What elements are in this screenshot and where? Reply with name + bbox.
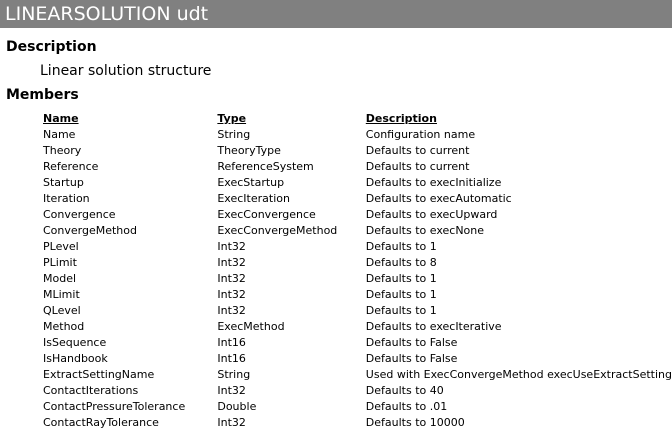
table-row: [43, 415, 672, 431]
member-description: Defaults to execInitialize: [365, 176, 502, 189]
member-name: ExtractSettingName: [43, 368, 155, 381]
table-row: [43, 303, 672, 319]
member-description: Defaults to False: [365, 336, 458, 349]
member-name: IsHandbook: [43, 352, 108, 365]
member-description: Defaults to execNone: [365, 224, 485, 237]
table-row: [43, 239, 672, 255]
member-type: String: [217, 368, 251, 381]
member-name: Reference: [43, 160, 99, 173]
table-row: [43, 127, 672, 143]
description-text: Linear solution structure: [40, 63, 212, 79]
member-type: ExecIteration: [217, 192, 290, 205]
member-name: ConvergeMethod: [43, 224, 137, 237]
table-row: [43, 383, 672, 399]
member-type: ExecMethod: [217, 320, 285, 333]
member-type: Int16: [217, 352, 246, 365]
member-description: Defaults to current: [365, 160, 470, 173]
table-row: [43, 159, 672, 175]
members-header-row: [43, 110, 672, 127]
page-title: LINEARSOLUTION udt: [0, 0, 672, 28]
description-heading: Description: [6, 39, 97, 55]
member-name: MLimit: [43, 288, 80, 301]
member-type: ExecConvergeMethod: [217, 224, 338, 237]
member-description: Defaults to 1: [365, 240, 437, 253]
member-description: Defaults to 8: [365, 256, 437, 269]
table-row: [43, 191, 672, 207]
member-type: Int32: [217, 304, 246, 317]
member-name: Model: [43, 272, 77, 285]
table-row: [43, 223, 672, 239]
table-row: [43, 367, 672, 383]
member-type: Int32: [217, 256, 246, 269]
member-type: Double: [217, 400, 257, 413]
column-header-description: Description: [365, 112, 437, 125]
member-type: Int32: [217, 272, 246, 285]
table-row: [43, 399, 672, 415]
table-row: [43, 335, 672, 351]
members-table-body: [43, 127, 672, 431]
table-row: [43, 287, 672, 303]
member-description: Defaults to 1: [365, 288, 437, 301]
member-description: Defaults to 40: [365, 384, 444, 397]
member-name: Iteration: [43, 192, 90, 205]
member-description: Defaults to 1: [365, 272, 437, 285]
member-description: Defaults to execAutomatic: [365, 192, 512, 205]
member-name: ContactRayTolerance: [43, 416, 159, 429]
member-description: Defaults to current: [365, 144, 470, 157]
member-name: PLimit: [43, 256, 77, 269]
table-row: [43, 175, 672, 191]
table-row: [43, 207, 672, 223]
member-type: TheoryType: [217, 144, 281, 157]
member-name: ContactPressureTolerance: [43, 400, 186, 413]
member-description: Used with ExecConvergeMethod execUseExtractSetting: [365, 368, 672, 381]
member-name: QLevel: [43, 304, 81, 317]
member-description: Defaults to 1: [365, 304, 437, 317]
member-type: ExecConvergence: [217, 208, 316, 221]
member-name: Convergence: [43, 208, 116, 221]
member-description: Defaults to execUpward: [365, 208, 498, 221]
member-type: Int32: [217, 288, 246, 301]
member-type: ReferenceSystem: [217, 160, 314, 173]
member-description: Defaults to 10000: [365, 416, 465, 429]
column-header-type: Type: [217, 112, 247, 125]
member-type: ExecStartup: [217, 176, 285, 189]
member-type: Int32: [217, 416, 246, 429]
member-description: Defaults to execIterative: [365, 320, 502, 333]
member-type: Int16: [217, 336, 246, 349]
member-name: Theory: [43, 144, 82, 157]
member-name: Name: [43, 128, 76, 141]
table-row: [43, 319, 672, 335]
member-description: Configuration name: [365, 128, 476, 141]
table-row: [43, 143, 672, 159]
members-table: [43, 110, 672, 431]
member-name: Startup: [43, 176, 84, 189]
member-type: String: [217, 128, 251, 141]
member-type: Int32: [217, 384, 246, 397]
member-description: Defaults to False: [365, 352, 458, 365]
member-name: Method: [43, 320, 85, 333]
member-name: ContactIterations: [43, 384, 139, 397]
member-type: Int32: [217, 240, 246, 253]
table-row: [43, 351, 672, 367]
member-description: Defaults to .01: [365, 400, 448, 413]
member-name: IsSequence: [43, 336, 107, 349]
members-heading: Members: [6, 87, 79, 103]
table-row: [43, 271, 672, 287]
member-name: PLevel: [43, 240, 79, 253]
table-row: [43, 255, 672, 271]
column-header-name: Name: [43, 112, 79, 125]
